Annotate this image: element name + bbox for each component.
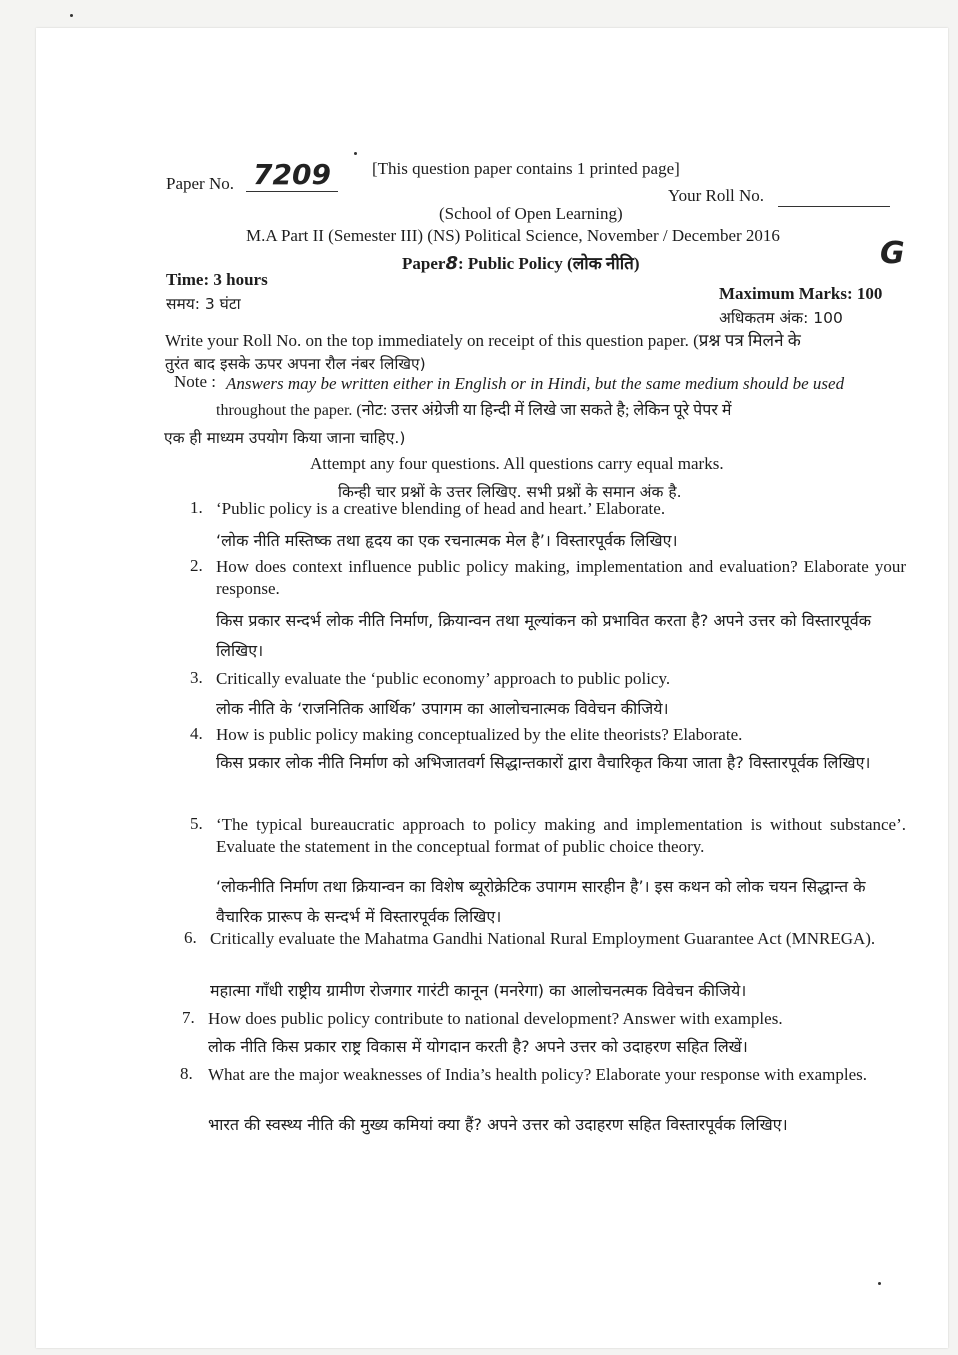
- question-text-en: How does context influence public policy making, implementation and evaluation? Elaborate your response.: [216, 557, 906, 598]
- scan-speck: [70, 14, 73, 17]
- question-text-en: ‘Public policy is a creative blending of head and heart.’ Elaborate.: [216, 499, 666, 518]
- time-hi: समय: 3 घंटा: [166, 295, 241, 313]
- school-name: (School of Open Learning): [439, 204, 623, 223]
- question-number: 7.: [182, 1008, 195, 1027]
- note-line-1: Answers may be written either in English or in Hindi, but the same medium should be used: [226, 374, 845, 393]
- question-text-hi: लोक नीति किस प्रकार राष्ट्र विकास में योगदान करती है? अपने उत्तर को उदाहरण सहित लिखें।: [208, 1037, 748, 1056]
- paper-no-handwritten: 7209: [246, 158, 338, 192]
- question-number: 6.: [184, 928, 197, 947]
- attempt-instruction-en: Attempt any four questions. All questions carry equal marks.: [310, 454, 724, 473]
- question-number: 3.: [190, 668, 203, 687]
- paper-title-prefix: Paper: [402, 254, 446, 273]
- paper-no-label: Paper No.: [166, 174, 234, 193]
- roll-instruction-line-2: तुरंत बाद इसके ऊपर अपना रौल नंबर लिखिए): [165, 355, 426, 373]
- question-text-hi: महात्मा गाँधी राष्ट्रीय ग्रामीण रोजगार गारंटी कानून (मनरेगा) का आलोचनत्मक विवेचन कीजिये।: [210, 981, 747, 1000]
- question-number: 8.: [180, 1064, 193, 1083]
- corner-handwritten-mark: G: [880, 236, 905, 271]
- marks-en: Maximum Marks: 100: [719, 284, 883, 303]
- paper-title: [402, 251, 640, 274]
- question-number: 2.: [190, 556, 203, 575]
- contains-note: [This question paper contains 1 printed page]: [372, 159, 680, 178]
- question-text-en: How does public policy contribute to national development? Answer with examples.: [208, 1009, 783, 1028]
- roll-no-label: Your Roll No.: [668, 186, 765, 205]
- scan-speck: [354, 152, 357, 155]
- question-text-en: Critically evaluate the ‘public economy’ approach to public policy.: [216, 669, 671, 688]
- question-text-en: How is public policy making conceptualized by the elite theorists? Elaborate.: [216, 725, 743, 744]
- question-text-en: ‘The typical bureaucratic approach to policy making and implementation is without substance’. Evaluate the statement in the conceptual format of public choice theory.: [216, 815, 906, 856]
- question-number: 4.: [190, 724, 203, 743]
- note-line-3: एक ही माध्यम उपयोग किया जाना चाहिए.): [164, 429, 406, 447]
- note-label: Note :: [174, 372, 217, 391]
- question-number: 5.: [190, 814, 203, 833]
- scan-speck: [878, 1282, 881, 1285]
- question-text-hi: लोक नीति के ‘राजनितिक आर्थिक’ उपागम का आलोचनात्मक विवेचन कीजिये।: [216, 699, 669, 718]
- question-number: 1.: [190, 498, 203, 517]
- marks-hi: अधिकतम अंक: 100: [719, 309, 843, 327]
- question-text-hi: ‘लोकनीति निर्माण तथा क्रियान्वन का विशेष ब्यूरोक्रेटिक उपागम सारहीन है’। इस कथन को लोक चयन सिद्धान्त के वैचारिक प्रारूप के सन्दर्भ में विस्तारपूर्वक लिखिए।: [216, 877, 866, 926]
- question-text-hi: ‘लोक नीति मस्तिष्क तथा हृदय का एक रचनात्मक मेल है’। विस्तारपूर्वक लिखिए।: [216, 531, 678, 550]
- roll-instruction-line-1: Write your Roll No. on the top immediately on receipt of this question paper. (प्रश्न पत्र मिलने के: [165, 331, 801, 350]
- question-text-en: Critically evaluate the Mahatma Gandhi National Rural Employment Guarantee Act (MNREGA).: [210, 929, 876, 948]
- attempt-instruction-hi: किन्ही चार प्रश्नों के उत्तर लिखिए. सभी प्रश्नों के समान अंक है.: [338, 483, 682, 501]
- note-line-2: throughout the paper. (नोट: उत्तर अंग्रेजी या हिन्दी में लिखे जा सकते है; लेकिन पूरे पेपर में: [216, 402, 732, 419]
- question-text-hi: किस प्रकार लोक नीति निर्माण को अभिजातवर्ग सिद्धान्तकारों द्वारा वैचारिकृत किया जाता है? विस्तारपूर्वक लिखिए।: [216, 753, 871, 772]
- paper-title-text: : Public Policy (लोक नीति): [457, 254, 640, 273]
- roll-no-blank: [778, 206, 890, 207]
- course-title: M.A Part II (Semester III) (NS) Political Science, November / December 2016: [246, 226, 780, 245]
- paper-handwritten-digit: 8: [445, 253, 458, 274]
- question-text-hi: भारत की स्वस्थ्य नीति की मुख्य कमियां क्या हैं? अपने उत्तर को उदाहरण सहित विस्तारपूर्वक लिखिए।: [208, 1115, 788, 1134]
- question-text-hi: किस प्रकार सन्दर्भ लोक नीति निर्माण, क्रियान्वन तथा मूल्यांकन को प्रभावित करता है? अपने उत्तर को विस्तारपूर्वक लिखिए।: [216, 611, 872, 660]
- time-en: Time: 3 hours: [166, 270, 268, 289]
- question-text-en: What are the major weaknesses of India’s health policy? Elaborate your response with examples.: [208, 1065, 867, 1084]
